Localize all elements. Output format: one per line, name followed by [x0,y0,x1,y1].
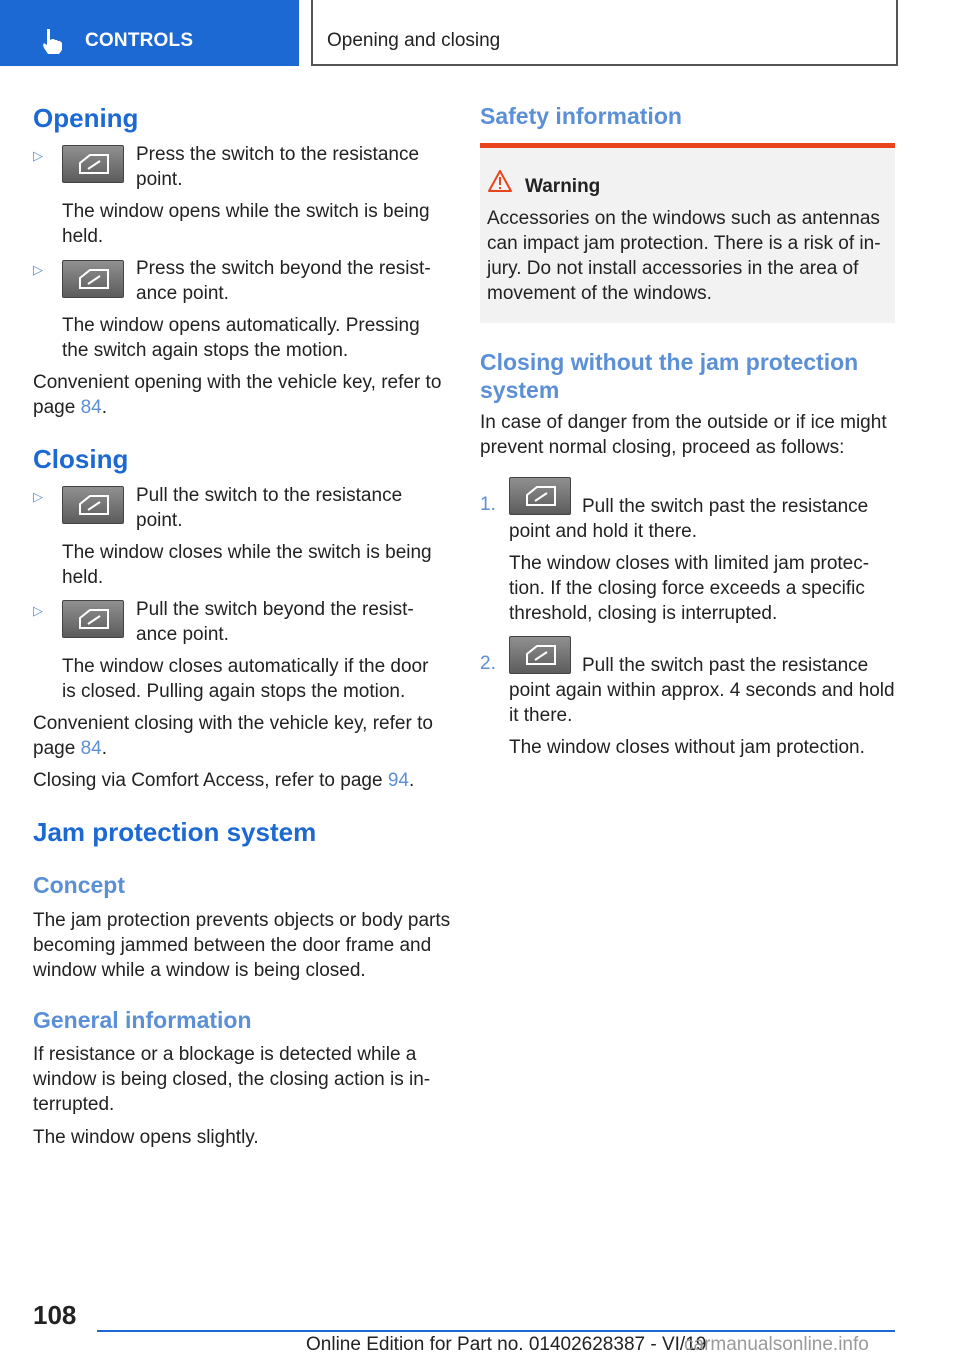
opening-convenient: Convenient opening with the vehicle key, refer to page 84. [33,372,442,418]
general-heading: General information [33,1007,252,1033]
concept-heading: Concept [33,872,125,898]
footer-divider [97,1330,895,1332]
opening-result-2: The window opens automatically. Pressing the switch again stops the motion. [62,315,420,361]
closing-step-1: Pull the switch to the resistance point. [136,485,403,531]
page-number: 108 [33,1300,77,1330]
opening-step-2: Press the switch beyond the resistance point. [136,258,431,304]
window-switch-icon [62,486,124,524]
warning-text: Accessories on the windows such as antennas can impact jam protection. There is a risk of injury. Do not install accessories in the area of movement of the windows. [487,208,881,304]
concept-text: The jam protection prevents objects or body parts becoming jammed between the door frame and window while a window is being closed. [33,910,451,981]
hand-pointer-icon [38,26,68,56]
warning-title: Warning [525,176,601,197]
closing-step-2: Pull the switch beyond the resistance point. [136,599,414,645]
warning-box [480,143,895,323]
chapter-box [311,0,898,66]
opening-heading: Opening [33,103,139,133]
step-1-text: Pull the switch past the resistance point and hold it there. [509,496,869,542]
closing-result-1: The window closes while the switch is being held. [62,542,432,588]
closing-convenient-text: Convenient closing with the vehicle key, refer to page [33,713,433,759]
section-tab [0,0,299,66]
closing-heading: Closing [33,444,129,474]
chapter-label: Opening and closing [327,30,501,51]
triangle-bullet-icon: ▷ [33,148,43,163]
closing-without-intro: In case of danger from the outside or if ice might prevent normal closing, proceed as follows: [480,412,887,458]
closing-convenient: Convenient closing with the vehicle key, refer to page 84. [33,713,433,759]
opening-convenient-text: Convenient opening with the vehicle key, refer to page [33,372,442,418]
watermark-text: carmanualsonline.info [684,1334,869,1355]
step-2-text: Pull the switch past the resistance point again within approx. 4 seconds and hold it there. [509,655,895,726]
step-number: 1. [480,494,496,515]
closing-without-heading: Closing without the jam protection system [480,349,859,403]
opening-step-1: Press the switch to the resistance point. [136,144,420,190]
window-switch-icon [62,145,124,183]
triangle-bullet-icon: ▷ [33,603,43,618]
safety-heading: Safety information [480,103,682,129]
closing-result-2: The window closes automatically if the door is closed. Pulling again stops the motion. [62,656,429,702]
page-link[interactable]: 84 [80,397,102,418]
section-label: CONTROLS [85,30,194,51]
jam-heading: Jam protection system [33,817,317,847]
window-switch-icon [62,260,124,298]
step-number: 2. [480,653,496,674]
page-header [0,0,960,66]
opens-slightly-text: The window opens slightly. [33,1127,259,1148]
closing-comfort-text: Closing via Comfort Access, refer to page [33,770,383,791]
triangle-bullet-icon: ▷ [33,489,43,504]
page-link[interactable]: 94 [387,770,409,791]
triangle-bullet-icon: ▷ [33,262,43,277]
opening-result-1: The window opens while the switch is being held. [62,201,430,247]
page-link[interactable]: 84 [80,738,102,759]
step-1-result: The window closes with limited jam protection. If the closing force exceeds a specific threshold, closing is interrupted. [509,553,870,624]
warning-triangle-icon [487,169,513,193]
window-switch-icon [62,600,124,638]
edition-text: Online Edition for Part no. 01402628387 - VI/19 [306,1334,707,1355]
closing-comfort: Closing via Comfort Access, refer to page 94. [33,770,415,791]
step-2-result: The window closes without jam protection. [509,737,865,758]
general-text: If resistance or a blockage is detected while a window is being closed, the closing action is interrupted. [33,1044,431,1115]
